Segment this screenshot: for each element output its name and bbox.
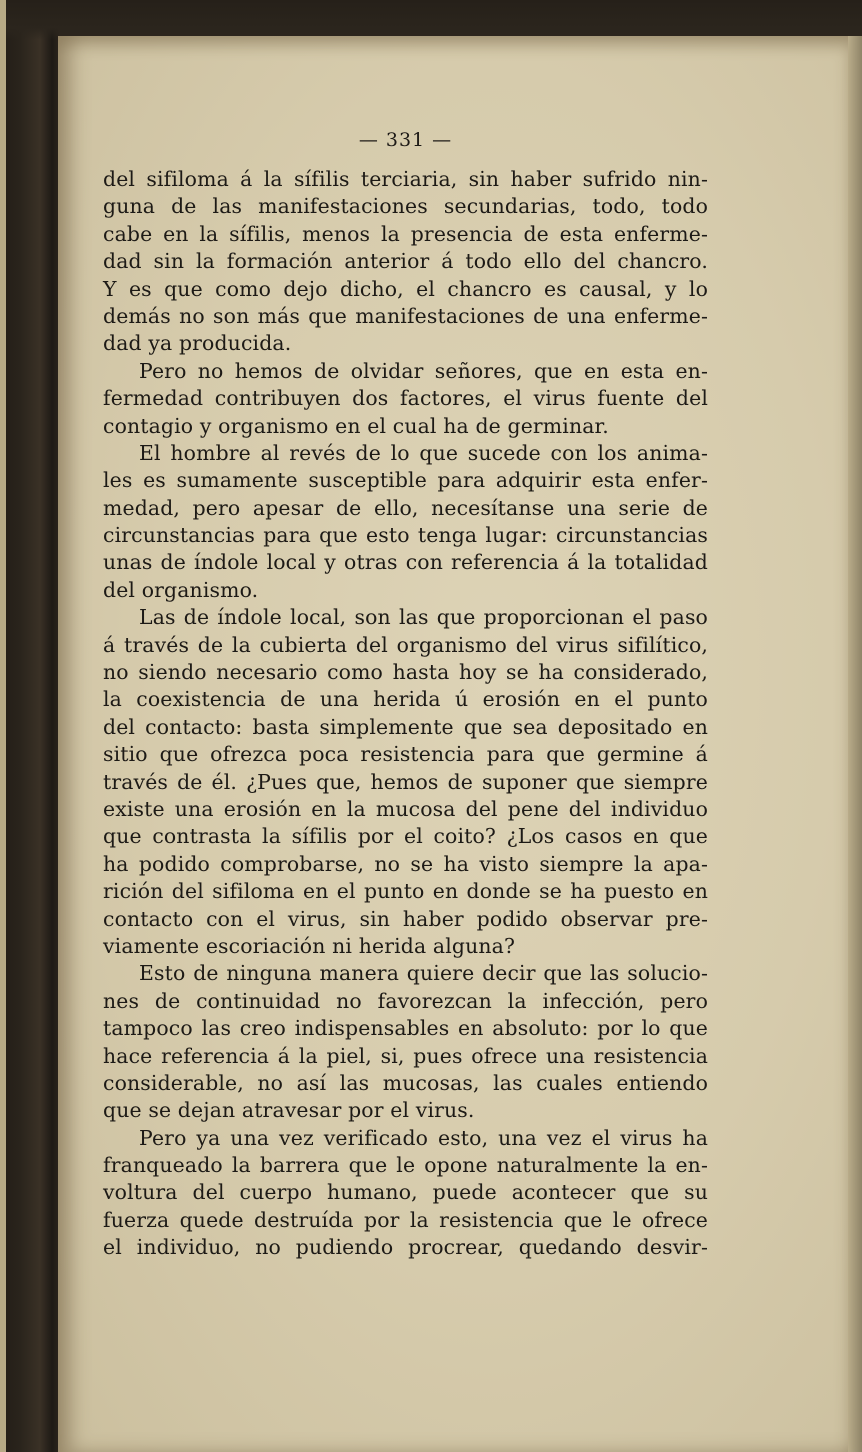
text-line: demás no son más que manifestaciones de una enferme- [103, 303, 708, 328]
text-line: tampoco las creo indispensables en absoluto: por lo que [103, 1016, 708, 1041]
text-line: Esto de ninguna manera quiere decir que las solucio- [139, 961, 708, 986]
text-line: que contrasta la sífilis por el coito? ¿Los casos en que [103, 824, 708, 849]
body-text [103, 166, 708, 1262]
scan-top-shadow [0, 0, 862, 40]
text-line: franqueado la barrera que le opone naturalmente la en- [103, 1153, 708, 1178]
text-line: Las de índole local, son las que proporcionan el paso [139, 605, 708, 630]
text-line: no siendo necesario como hasta hoy se ha considerado, [103, 660, 708, 685]
text-line: circunstancias para que esto tenga lugar: circunstancias [103, 523, 708, 548]
text-line: el individuo, no pudiendo procrear, quedando desvir- [103, 1235, 708, 1260]
text-line: hace referencia á la piel, si, pues ofrece una resistencia [103, 1043, 708, 1068]
text-line: fuerza quede destruída por la resistencia que le ofrece [103, 1207, 708, 1232]
text-line: del sifiloma á la sífilis terciaria, sin haber sufrido nin- [103, 167, 708, 191]
paragraph [103, 440, 708, 604]
page-number: — 331 — [358, 129, 453, 151]
text-line: Pero ya una vez verificado esto, una vez el virus ha [139, 1125, 708, 1150]
text-line: nes de continuidad no favorezcan la infección, pero [103, 988, 708, 1013]
text-line: unas de índole local y otras con referencia á la totalidad [103, 550, 708, 575]
text-line: sitio que ofrezca poca resistencia para que germine á [103, 742, 708, 767]
text-line: cabe en la sífilis, menos la presencia de esta enferme- [103, 221, 708, 246]
text-line: Pero no hemos de olvidar señores, que en esta en- [139, 358, 708, 383]
text-line: dad sin la formación anterior á todo ello del chancro. [103, 249, 708, 274]
text-line: guna de las manifestaciones secundarias, todo, todo [103, 194, 708, 219]
paragraph [103, 1125, 708, 1262]
text-line: la coexistencia de una herida ú erosión en el punto [103, 687, 708, 712]
text-line: Y es que como dejo dicho, el chancro es causal, y lo [103, 276, 708, 301]
text-line: dad ya producida. [103, 331, 292, 356]
text-line: viamente escoriación ni herida alguna? [103, 933, 516, 958]
text-line: existe una erosión en la mucosa del pene del individuo [103, 796, 708, 821]
text-line: fermedad contribuyen dos factores, el virus fuente del [103, 386, 708, 411]
text-line: del contacto: basta simplemente que sea depositado en [103, 714, 708, 739]
paragraph [103, 604, 708, 960]
text-line: voltura del cuerpo humano, puede acontecer que su [103, 1180, 708, 1205]
page-text [103, 120, 708, 1262]
page-edge [848, 36, 862, 1452]
binding-edge [0, 0, 6, 1452]
paragraph [103, 960, 708, 1124]
text-line: del organismo. [103, 577, 259, 602]
text-line: contacto con el virus, sin haber podido observar pre- [103, 906, 708, 931]
paragraph [103, 358, 708, 440]
text-line: El hombre al revés de lo que sucede con los anima- [139, 440, 708, 465]
text-line: contagio y organismo en el cual ha de germinar. [103, 413, 609, 438]
text-line: ha podido comprobarse, no se ha visto siempre la apa- [103, 851, 708, 876]
text-line: á través de la cubierta del organismo del virus sifilítico, [103, 632, 708, 657]
text-line: través de él. ¿Pues que, hemos de suponer que siempre [103, 769, 708, 794]
paragraph [103, 166, 708, 358]
text-line: les es sumamente susceptible para adquirir esta enfer- [103, 468, 708, 493]
text-line: considerable, no así las mucosas, las cuales entiendo [103, 1070, 708, 1095]
text-line: rición del sifiloma en el punto en donde se ha puesto en [103, 879, 708, 904]
text-line: que se dejan atravesar por el virus. [103, 1098, 475, 1123]
text-line: medad, pero apesar de ello, necesítanse una serie de [103, 495, 708, 520]
